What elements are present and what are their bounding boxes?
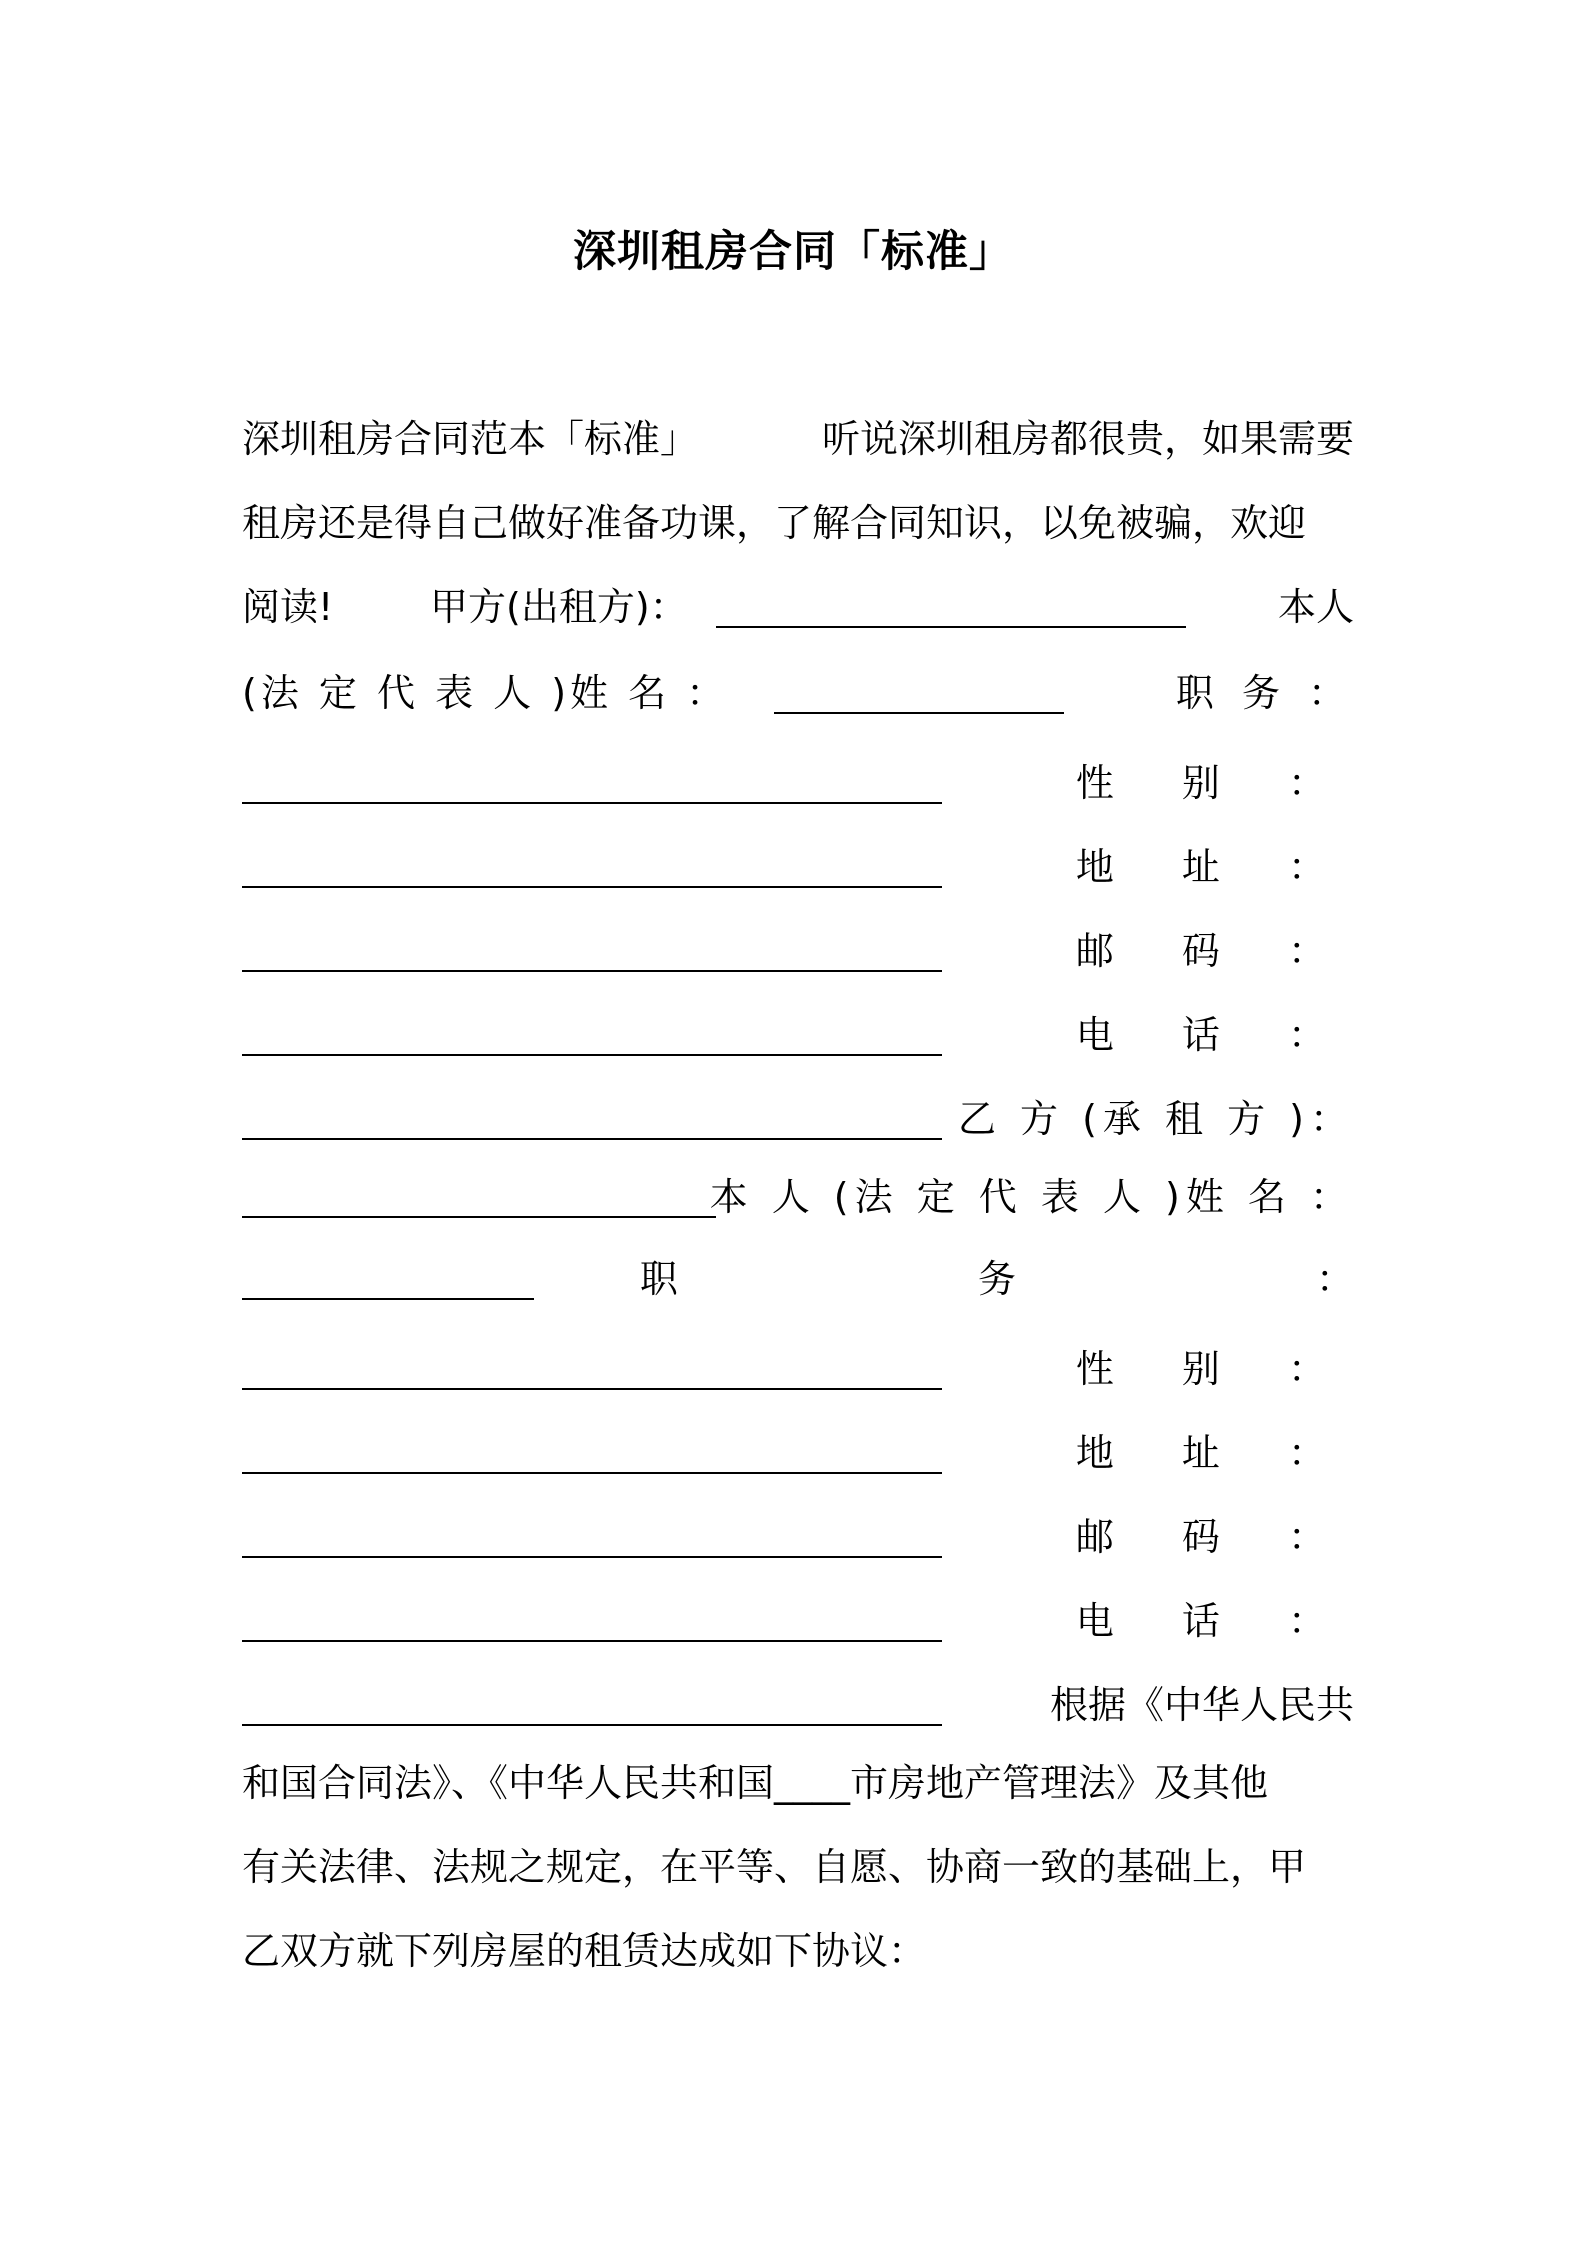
closing-line-2 [242, 1752, 1354, 1812]
party-b-position-label: 职 务 ： [639, 1257, 1498, 1301]
intro-text-1: 听说深圳租房都很贵，如果需要 [821, 417, 1354, 461]
party-a-gender-blank [242, 886, 942, 888]
party-b-phone-label: 电 话 ： [1075, 1599, 1354, 1643]
party-b-rep-blank [242, 1298, 534, 1300]
intro-text-3: 阅读! [242, 585, 334, 629]
party-a-address-blank [242, 970, 942, 972]
party-a-postcode-label: 邮 码 ： [1075, 929, 1354, 973]
party-a-postcode-line [242, 920, 1354, 980]
party-b-label: 乙 方 (承 租 方 )： [957, 1097, 1354, 1141]
party-b-rep-line [242, 1166, 1354, 1226]
closing-line-1 [242, 1674, 1354, 1734]
party-b-label-line [242, 1088, 1354, 1148]
party-b-rep-label: 本 人 (法 定 代 表 人 )姓 名 ： [709, 1175, 1354, 1219]
closing-text-2: 和国合同法》、《中华人民共和国____市房地产管理法》及其他 [242, 1761, 1269, 1805]
party-a-gender-line [242, 752, 1354, 812]
party-b-position-blank [242, 1388, 942, 1390]
party-b-phone-line [242, 1590, 1354, 1650]
party-a-position-blank [242, 802, 942, 804]
party-a-label: 甲方(出租方)： [430, 585, 688, 629]
party-b-address-line [242, 1422, 1354, 1482]
party-a-address-label: 地 址 ： [1075, 845, 1354, 889]
party-a-phone-blank [242, 1138, 942, 1140]
party-b-phone-blank [242, 1724, 942, 1726]
party-b-gender-line [242, 1338, 1354, 1398]
party-b-postcode-label: 邮 码 ： [1075, 1515, 1354, 1559]
party-b-postcode-blank [242, 1640, 942, 1642]
party-a-name-blank [716, 626, 1186, 628]
party-a-phone-line [242, 1004, 1354, 1064]
party-b-gender-label: 性 别 ： [1075, 1347, 1354, 1391]
intro-line-1 [242, 408, 1354, 468]
party-a-rep-label: (法 定 代 表 人 )姓 名 ： [242, 671, 729, 715]
intro-heading: 深圳租房合同范本「标准」 [242, 417, 699, 461]
closing-text-4: 乙双方就下列房屋的租赁达成如下协议： [242, 1929, 927, 1973]
party-a-rep-line [242, 662, 1354, 722]
party-b-address-blank [242, 1556, 942, 1558]
closing-text-3: 有关法律、法规之规定，在平等、自愿、协商一致的基础上，甲 [242, 1845, 1307, 1889]
intro-line-3 [242, 576, 1354, 636]
party-b-name-blank [242, 1216, 716, 1218]
party-a-gender-label: 性 别 ： [1075, 761, 1354, 805]
party-a-address-line [242, 836, 1354, 896]
party-b-address-label: 地 址 ： [1075, 1431, 1354, 1475]
party-a-postcode-blank [242, 1054, 942, 1056]
party-a-position-label: 职 务 ： [1175, 671, 1354, 715]
intro-text-2: 租房还是得自己做好准备功课，了解合同知识，以免被骗，欢迎 [242, 501, 1307, 545]
party-a-phone-label: 电 话 ： [1075, 1013, 1354, 1057]
closing-line-3 [242, 1836, 1354, 1896]
document-title: 深圳租房合同「标准」 [573, 227, 1013, 277]
party-b-position-line [242, 1248, 1498, 1308]
party-a-self-label: 本人 [1277, 585, 1354, 629]
party-b-postcode-line [242, 1506, 1354, 1566]
closing-text-1: 根据《中华人民共 [1049, 1683, 1354, 1727]
closing-line-4 [242, 1920, 1354, 1980]
party-b-gender-blank [242, 1472, 942, 1474]
party-a-rep-blank [774, 712, 1064, 714]
intro-line-2 [242, 492, 1354, 552]
